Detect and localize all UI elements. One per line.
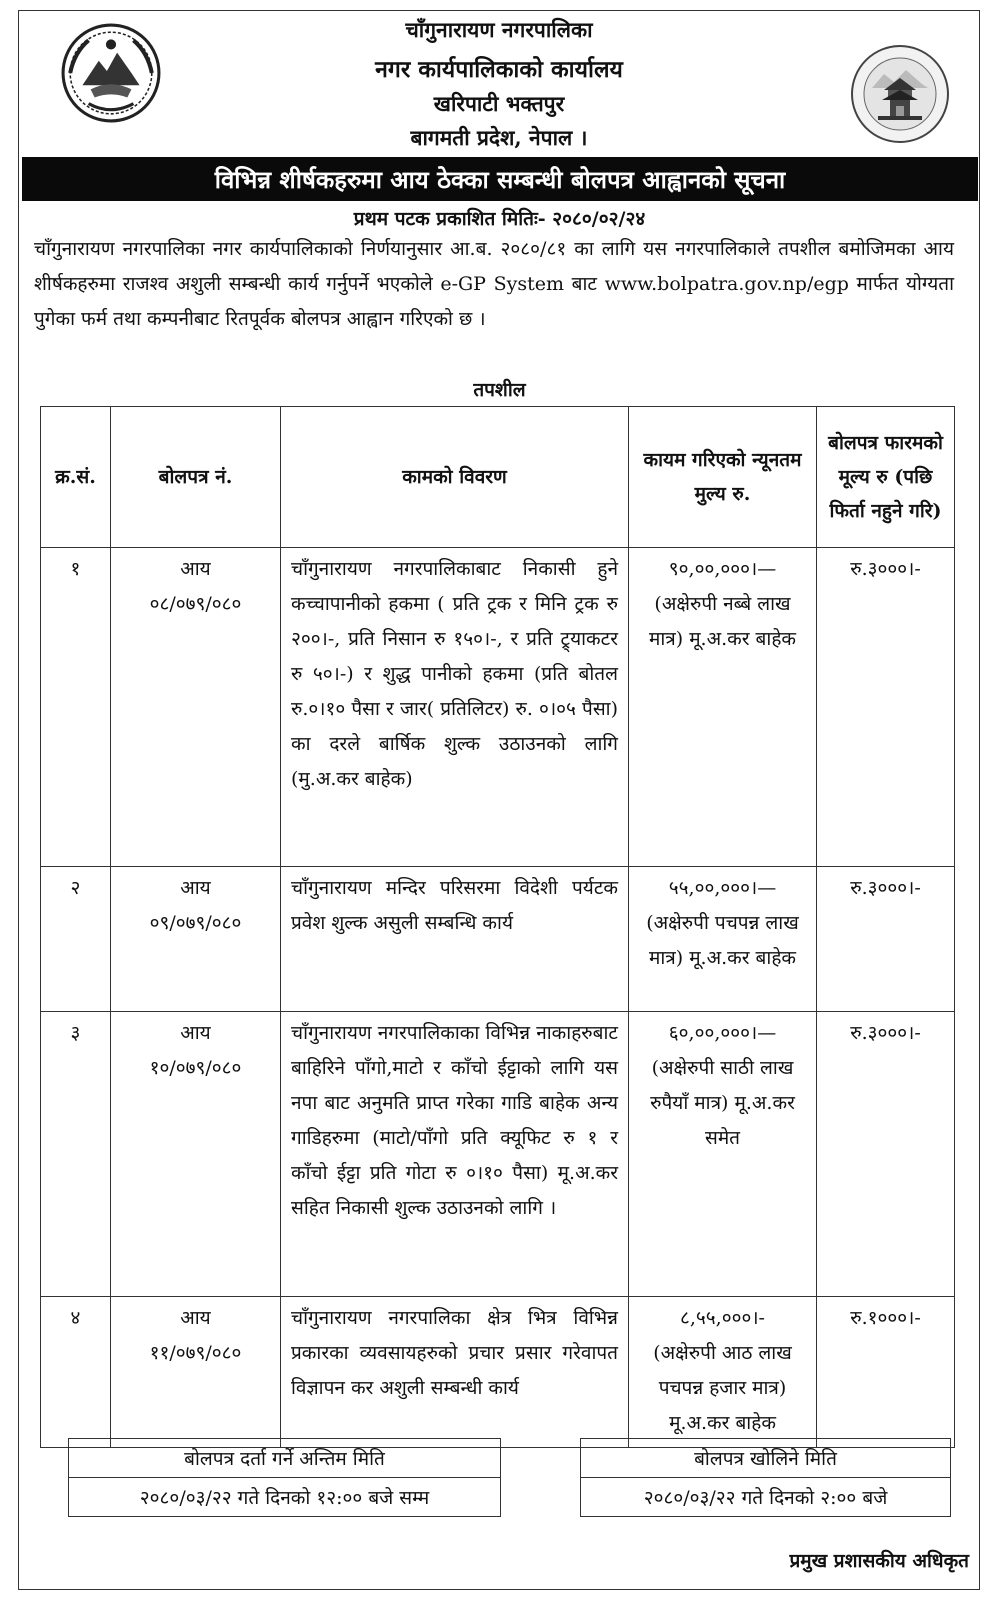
row-form-price: रु.३०००।- xyxy=(817,548,955,867)
municipality-seal-icon xyxy=(850,44,950,144)
bid-number: ०८/०७९/०८० xyxy=(149,593,242,615)
bid-number: ०९/०७९/०८० xyxy=(149,912,242,934)
table-row xyxy=(41,1297,955,1448)
row-description: चाँगुनारायण नगरपालिकाबाट निकासी हुने कच्चापानीको हकमा ( प्रति ट्रक र मिनि ट्रक रु २००।-, प्रति निसान रु १५०।-, र प्रति ट्र्याकटर रु ५०।-) र शुद्ध पानीको हकमा (प्रति बोतल रु.०।१० पैसा र जार( प्रतिलिटर) रु. ०।०५ पैसा) का दरले बार्षिक शुल्क उठाउनको लागि (मु.अ.कर बाहेक) xyxy=(281,548,629,867)
table-row xyxy=(41,548,955,867)
publication-date: प्रथम पटक प्रकाशित मितिः- २०८०/०२/२४ xyxy=(353,208,646,230)
row-description: चाँगुनारायण नगरपालिकाका विभिन्न नाकाहरुबाट बाहिरिने पाँगो,माटो र काँचो ईट्टाको लागि यस नपा बाट अनुमति प्राप्त गरेका गाडि बाहेक अन्य गाडिहरुमा (माटो/पाँगो प्रति क्यूफिट रु १ र काँचो ईट्टा प्रति गोटा रु ०।१० पैसा) मू.अ.कर सहित निकासी शुल्क उठाउनको लागि । xyxy=(281,1012,629,1297)
min-price-value: ५५,००,०००।— xyxy=(668,877,777,899)
table-header-row xyxy=(41,407,955,548)
dates-label-row xyxy=(69,1439,951,1478)
min-price-note: (अक्षेरुपी नब्बे लाख मात्र) मू.अ.कर बाहेक xyxy=(648,593,797,650)
row-description: चाँगुनारायण नगरपालिका क्षेत्र भित्र विभिन्न प्रकारका व्यवसायहरुको प्रचार प्रसार गरेवापत विज्ञापन कर अशुली सम्बन्धी कार्य xyxy=(281,1297,629,1448)
deadline-value: २०८०/०३/२२ गते दिनको १२:०० बजे सम्म xyxy=(69,1478,501,1517)
col-header-bid-no: बोलपत्र नं. xyxy=(111,407,281,548)
row-description: चाँगुनारायण मन्दिर परिसरमा विदेशी पर्यटक प्रवेश शुल्क असुली सम्बन्धि कार्य xyxy=(281,867,629,1012)
row-form-price: रु.३०००।- xyxy=(817,867,955,1012)
table-row xyxy=(41,1012,955,1297)
deadline-label: बोलपत्र दर्ता गर्ने अन्तिम मिति xyxy=(69,1439,501,1478)
min-price-note: (अक्षेरुपी साठी लाख रुपैयाँ मात्र) मू.अ.कर समेत xyxy=(650,1057,795,1149)
row-sn: ४ xyxy=(41,1297,111,1448)
bid-prefix: आय xyxy=(180,558,211,580)
row-min-price xyxy=(629,867,817,1012)
row-bid-no xyxy=(111,1297,281,1448)
office-name: नगर कार्यपालिकाको कार्यालय xyxy=(375,56,623,83)
col-header-sn: क्र.सं. xyxy=(41,407,111,548)
col-header-description: कामको विवरण xyxy=(281,407,629,548)
min-price-value: ९०,००,०००।— xyxy=(668,558,777,580)
row-form-price: रु.३०००।- xyxy=(817,1012,955,1297)
intro-paragraph: चाँगुनारायण नगरपालिका नगर कार्यपालिकाको निर्णयानुसार आ.ब. २०८०/८१ का लागि यस नगरपालिकाले तपशील बमोजिमका आय शीर्षकहरुमा राजश्व अशुली सम्बन्धी कार्य गर्नुपर्ने भएकोले e-GP System बाट www.bolpatra.gov.np/egp मार्फत योग्यता पुगेका फर्म तथा कम्पनीबाट रितपूर्वक बोलपत्र आह्वान गरिएको छ । xyxy=(34,238,954,330)
row-sn: ३ xyxy=(41,1012,111,1297)
notice-title-banner: विभिन्न शीर्षकहरुमा आय ठेक्का सम्बन्धी बोलपत्र आह्वानको सूचना xyxy=(22,157,978,201)
row-min-price xyxy=(629,1012,817,1297)
row-bid-no xyxy=(111,867,281,1012)
min-price-note: (अक्षेरुपी आठ लाख पचपन्न हजार मात्र) मू.अ.कर बाहेक xyxy=(653,1342,792,1434)
row-sn: २ xyxy=(41,867,111,1012)
min-price-value: ६०,००,०००।— xyxy=(668,1022,777,1044)
dates-table xyxy=(68,1438,951,1517)
details-heading: तपशील xyxy=(473,379,526,401)
office-location: खरिपाटी भक्तपुर xyxy=(433,91,565,116)
table-row xyxy=(41,867,955,1012)
row-min-price xyxy=(629,548,817,867)
bid-prefix: आय xyxy=(180,1022,211,1044)
col-header-min-price: कायम गरिएको न्यूनतम मुल्य रु. xyxy=(629,407,817,548)
row-bid-no xyxy=(111,548,281,867)
province-country: बागमती प्रदेश, नेपाल । xyxy=(410,125,588,150)
tender-table xyxy=(40,406,955,1448)
min-price-value: ८,५५,०००।- xyxy=(680,1307,765,1329)
row-bid-no xyxy=(111,1012,281,1297)
signatory-title: प्रमुख प्रशासकीय अधिकृत xyxy=(789,1550,969,1572)
bid-prefix: आय xyxy=(180,877,211,899)
min-price-note: (अक्षेरुपी पचपन्न लाख मात्र) मू.अ.कर बाहेक xyxy=(646,912,799,969)
letterhead xyxy=(20,14,978,154)
dates-value-row xyxy=(69,1478,951,1517)
opening-label: बोलपत्र खोलिने मिति xyxy=(581,1439,951,1478)
municipality-name: चाँगुनारायण नगरपालिका xyxy=(405,17,593,42)
row-form-price: रु.१०००।- xyxy=(817,1297,955,1448)
bid-prefix: आय xyxy=(180,1307,211,1329)
row-min-price xyxy=(629,1297,817,1448)
opening-value: २०८०/०३/२२ गते दिनको २:०० बजे xyxy=(581,1478,951,1517)
col-header-form-price: बोलपत्र फारमको मूल्य रु (पछि फिर्ता नहुने गरि) xyxy=(817,407,955,548)
dates-gap xyxy=(501,1439,581,1478)
dates-gap xyxy=(501,1478,581,1517)
bid-number: ११/०७९/०८० xyxy=(149,1342,242,1364)
row-sn: १ xyxy=(41,548,111,867)
bid-number: १०/०७९/०८० xyxy=(149,1057,242,1079)
